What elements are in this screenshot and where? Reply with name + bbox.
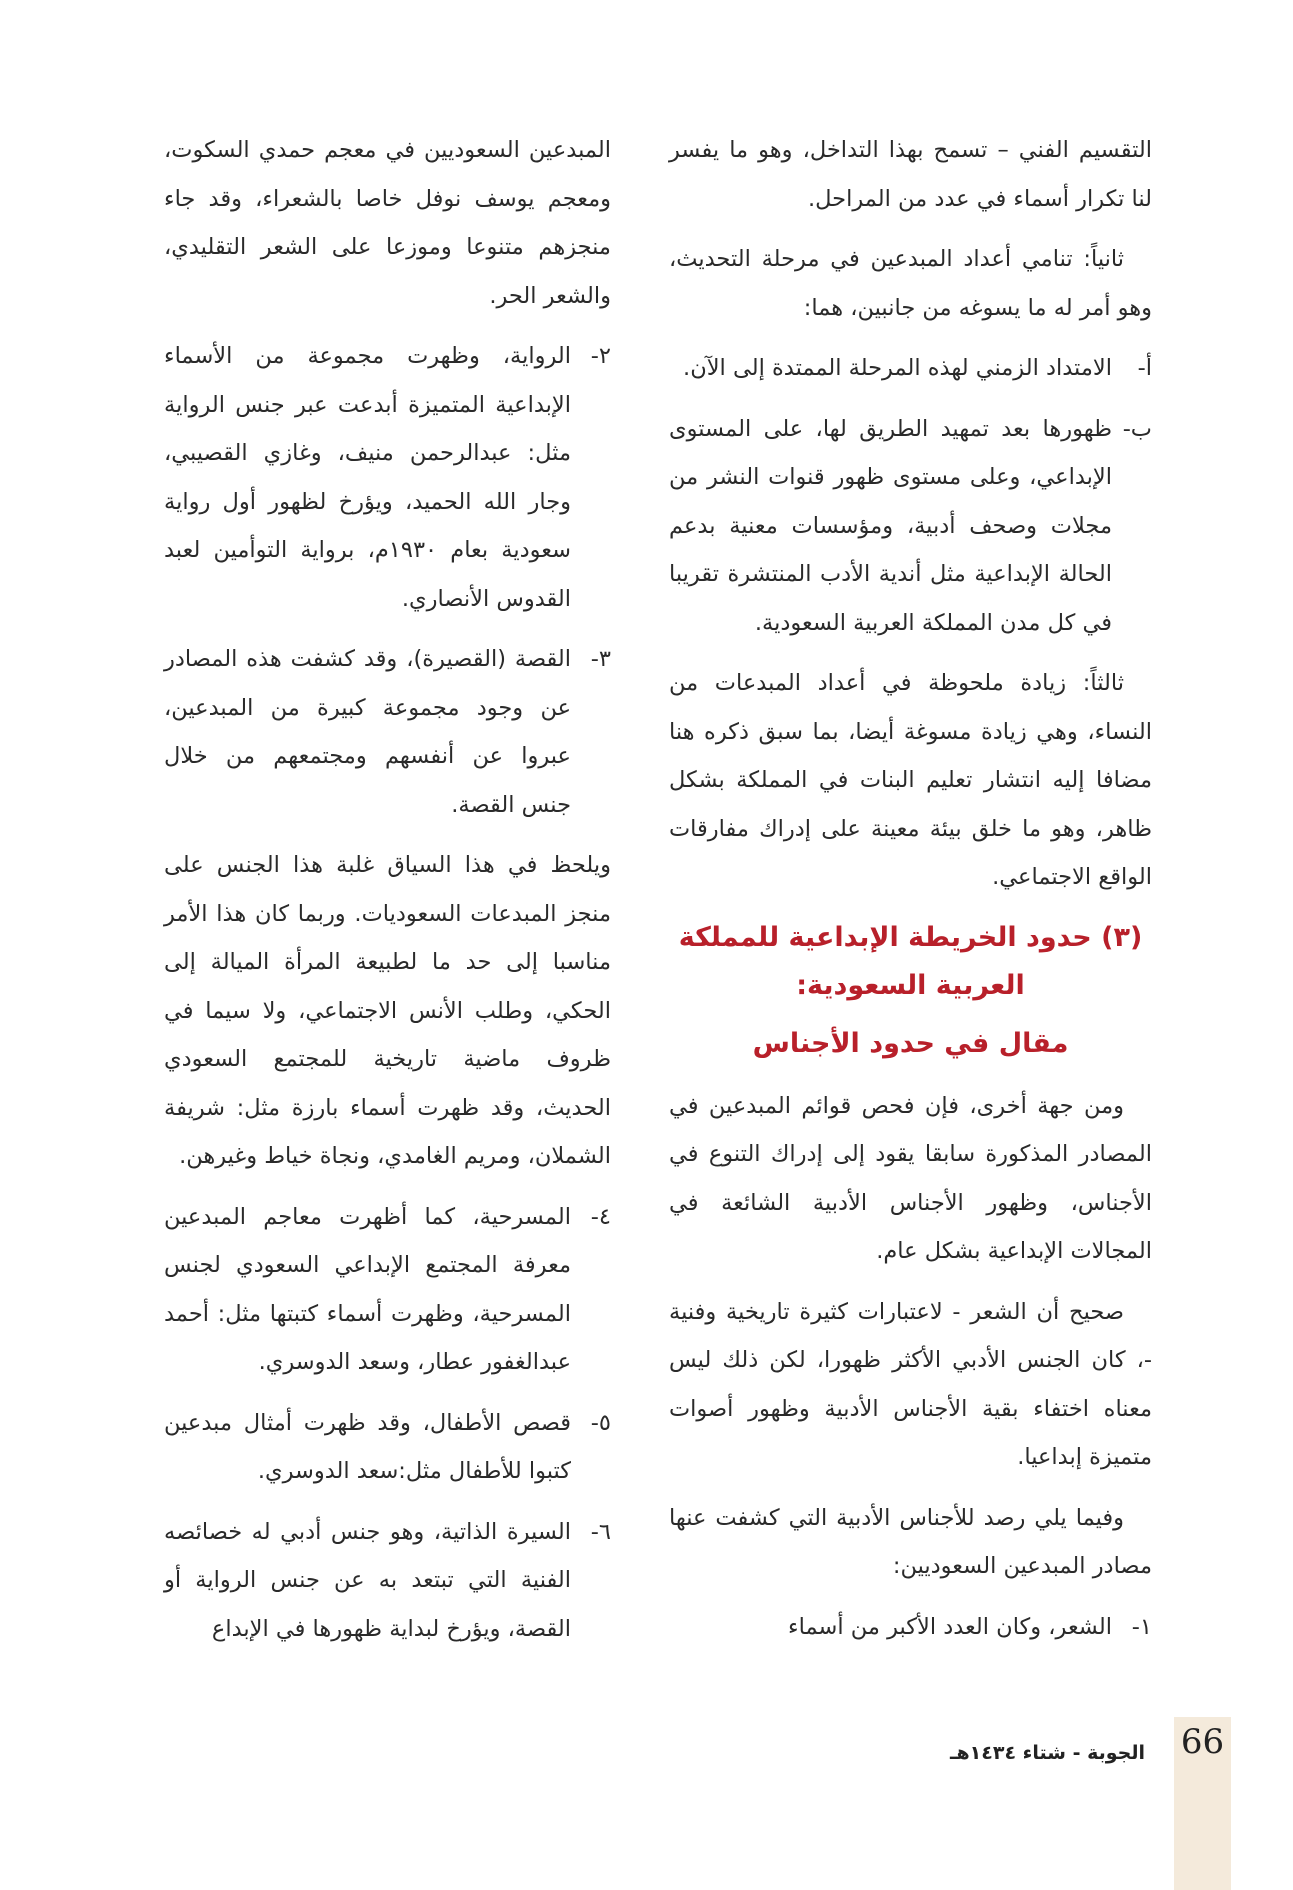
list-marker: ٢- bbox=[590, 343, 611, 369]
list-item bbox=[164, 1193, 611, 1387]
list-item-text: قصص الأطفال، وقد ظهرت أمثال مبدعين كتبوا للأطفال مثل:سعد الدوسري. bbox=[164, 1409, 571, 1484]
paragraph: وفيما يلي رصد للأجناس الأدبية التي كشفت عنها مصادر المبدعين السعوديين: bbox=[669, 1504, 1152, 1579]
list-marker: ٦- bbox=[590, 1518, 611, 1545]
list-marker: ٥- bbox=[590, 1409, 611, 1436]
list-marker: أ- bbox=[1137, 355, 1152, 381]
list-marker: ب- bbox=[1122, 415, 1152, 442]
list-item bbox=[669, 1603, 1152, 1652]
list-item-text: ظهورها بعد تمهيد الطريق لها، على المستوى الإبداعي، وعلى مستوى ظهور قنوات النشر من مجلات وصحف أدبية، ومؤسسات معنية بدعم الحالة الإبداعية مثل أندية الأدب المنتشرة تقريبا في كل مدن المملكة العربية السعودية. bbox=[669, 415, 1112, 636]
section-subheading: مقال في حدود الأجناس bbox=[752, 1027, 1069, 1059]
list-item-text: القصة (القصيرة)، وقد كشفت هذه المصادر عن وجود مجموعة كبيرة من المبدعين، عبروا عن أنفسهم ومجتمعهم من خلال جنس القصة. bbox=[164, 646, 571, 818]
paragraph: ويلحظ في هذا السياق غلبة هذا الجنس على منجز المبدعات السعوديات. وربما كان هذا الأمر مناسبا إلى حد ما لطبيعة المرأة الميالة إلى الحكي، وطلب الأنس الاجتماعي، ولا سيما في ظروف ماضية تاريخية للمجتمع السعودي الحديث، وقد ظهرت أسماء بارزة مثل: شريفة الشملان، ومريم الغامدي، ونجاة خياط وغيرهن. bbox=[164, 852, 611, 1169]
right-column bbox=[669, 126, 1152, 1663]
paragraph: ثانياً: تنامي أعداد المبدعين في مرحلة التحديث، وهو أمر له ما يسوغه من جانبين، هما: bbox=[669, 246, 1152, 321]
paragraph: التقسيم الفني – تسمح بهذا التداخل، وهو ما يفسر لنا تكرار أسماء في عدد من المراحل. bbox=[669, 137, 1152, 212]
list-marker: ٣- bbox=[590, 646, 611, 672]
page-number: 66 bbox=[1180, 1722, 1225, 1762]
list-item-text: السيرة الذاتية، وهو جنس أدبي له خصائصه الفنية التي تبتعد به عن جنس الرواية أو القصة، ويؤرخ لبداية ظهورها في الإبداع bbox=[164, 1518, 571, 1642]
section-heading: (٣) حدود الخريطة الإبداعية للمملكة العربية السعودية: bbox=[678, 921, 1143, 1001]
list-item-text: الامتداد الزمني لهذه المرحلة الممتدة إلى الآن. bbox=[683, 355, 1112, 381]
list-item-text: الشعر، وكان العدد الأكبر من أسماء bbox=[788, 1613, 1112, 1640]
list-marker: ١- bbox=[1131, 1613, 1152, 1640]
paragraph: ومن جهة أخرى، فإن فحص قوائم المبدعين في المصادر المذكورة سابقا يقود إلى إدراك التنوع في الأجناس، وظهور الأجناس الأدبية الشائعة في المجالات الإبداعية بشكل عام. bbox=[669, 1092, 1152, 1264]
paragraph: صحيح أن الشعر - لاعتبارات كثيرة تاريخية وفنية -، كان الجنس الأدبي الأكثر ظهورا، لكن ذلك ليس معناه اختفاء بقية الأجناس الأدبية وظهور أصوات متميزة إبداعيا. bbox=[669, 1298, 1152, 1470]
list-item bbox=[669, 405, 1152, 648]
list-item bbox=[164, 1508, 611, 1654]
list-item bbox=[669, 344, 1152, 393]
paragraph: المبدعين السعوديين في معجم حمدي السكوت، ومعجم يوسف نوفل خاصا بالشعراء، وقد جاء منجزهم متنوعا وموزعا على الشعر التقليدي، والشعر الحر. bbox=[164, 137, 611, 309]
list-item bbox=[164, 1399, 611, 1496]
list-item bbox=[164, 332, 611, 623]
list-item-text: المسرحية، كما أظهرت معاجم المبدعين معرفة المجتمع الإبداعي السعودي لجنس المسرحية، وظهرت أسماء كتبتها مثل: أحمد عبدالغفور عطار، وسعد الدوسري. bbox=[164, 1203, 571, 1375]
left-column bbox=[164, 126, 611, 1665]
list-marker: ٤- bbox=[590, 1203, 611, 1230]
paragraph: ثالثاً: زيادة ملحوظة في أعداد المبدعات من النساء، وهي زيادة مسوغة أيضا، بما سبق ذكره هنا مضافا إليه انتشار تعليم البنات في المملكة بشكل ظاهر، وهو ما خلق بيئة معينة على إدراك مفارقات الواقع الاجتماعي. bbox=[669, 670, 1152, 890]
list-item bbox=[164, 635, 611, 829]
running-footer: الجوبة - شتاء ١٤٣٤هـ bbox=[950, 1742, 1145, 1764]
list-item-text: الرواية، وظهرت مجموعة من الأسماء الإبداعية المتميزة أبدعت عبر جنس الرواية مثل: عبدالرحمن منيف، وغازي القصيبي، وجار الله الحميد، ويؤرخ لظهور أول رواية سعودية بعام ١٩٣٠م، برواية التوأمين لعبد القدوس الأنصاري. bbox=[164, 343, 571, 612]
